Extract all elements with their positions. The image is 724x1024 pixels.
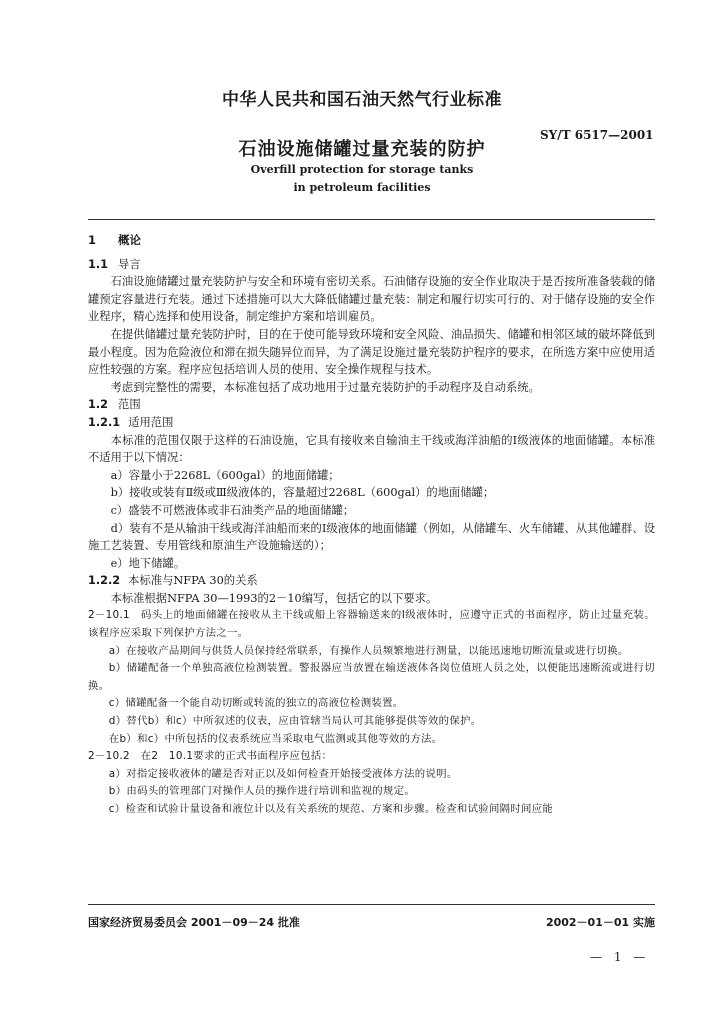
section-title: 范围 <box>118 398 141 412</box>
document-title-en-line1: Overfill protection for storage tanks <box>250 163 474 176</box>
quoted-clause: 2－10.2 在2 10.1要求的正式书面程序应包括： <box>88 750 333 763</box>
section-number: 1.2 <box>88 398 109 412</box>
section-heading-1-1 <box>88 256 655 274</box>
list-item: a）容量小于2268L（600gal）的地面储罐； <box>110 468 340 482</box>
approval-date: 国家经济贸易委员会 2001－09－24 批准 <box>88 916 300 929</box>
section-heading-1-2-1 <box>88 414 655 432</box>
standard-code: SY/T 6517—2001 <box>540 128 654 142</box>
section-title: 本标准与NFPA 30的关系 <box>128 574 258 588</box>
section-title: 导言 <box>118 257 141 271</box>
document-title-en-line2: in petroleum facilities <box>293 181 431 194</box>
section-heading-1 <box>88 232 655 250</box>
quoted-item: c）储罐配备一个能自动切断或转流的独立的高液位检测装置。 <box>108 697 404 710</box>
section-heading-1-2 <box>88 396 655 414</box>
quoted-item: a）在接收产品期间与供货人员保持经常联系，有操作人员频繁地进行测量，以能迅速地切断流量或进行切换。 <box>108 644 629 657</box>
quoted-item: b）储罐配备一个单独高液位检测装置。警报器应当放置在输送液体各岗位值班人员之处，以便能迅速断流或进行切换。 <box>88 662 655 692</box>
document-title-cn: 石油设施储罐过量充装的防护 <box>238 139 486 160</box>
list-item: b）接收或装有Ⅱ级或Ⅲ级液体的，容量超过2268L（600gal）的地面储罐； <box>110 486 495 500</box>
footer-rule <box>88 904 655 905</box>
quoted-item: d）替代b）和c）中所叙述的仪表，应由管辖当局认可其能够提供等效的保护。 <box>108 715 482 728</box>
section-number: 1 <box>88 233 97 247</box>
section-title: 概论 <box>118 233 142 247</box>
section-number: 1.2.1 <box>88 415 121 429</box>
list-item: d）装有不是从输油干线或海洋油船而来的Ⅰ级液体的地面储罐（例如，从储罐车、火车储罐、从其他罐群、设施工艺装置、专用管线和原油生产设施输送的）； <box>88 521 655 553</box>
quoted-item: b）由码头的管理部门对操作人员的操作进行培训和监视的规定。 <box>108 785 416 798</box>
quoted-item: a）对指定接收液体的罐是否对正以及如何检查开始接受液体方法的说明。 <box>108 767 458 780</box>
paragraph: 考虑到完整性的需要，本标准包括了成功地用于过量充装防护的手动程序及自动系统。 <box>110 380 540 394</box>
list-item: c）盛装不可燃液体或非石油类产品的地面储罐； <box>110 503 355 517</box>
document-body <box>88 232 655 819</box>
paragraph: 本标准根据NFPA 30—1993的2－10编写，包括它的以下要求。 <box>110 591 438 605</box>
quoted-clause: 2－10.1 码头上的地面储罐在接收从主干线或船上容器输送来的Ⅰ级液体时，应遵守正式的书面程序，防止过量充装。该程序应采取下列保护方法之一。 <box>88 609 655 640</box>
paragraph: 本标准的范围仅限于这样的石油设施，它具有接收来自输油主干线或海洋油船的Ⅰ级液体的地面储罐。本标准不适用于以下情况： <box>88 433 655 465</box>
header-rule <box>88 219 655 220</box>
section-number: 1.2.2 <box>88 574 121 588</box>
standard-org-title: 中华人民共和国石油天然气行业标准 <box>222 90 502 110</box>
section-title: 适用范围 <box>128 415 174 429</box>
paragraph: 石油设施储罐过量充装防护与安全和环境有密切关系。石油储存设施的安全作业取决于是否按所准备装载的储罐预定容量进行充装。通过下述措施可以大大降低储罐过量充装：制定和履行切实可行的、对于储存设施的安全作业程序，精心选择和使用设备，制定维护方案和培训雇员。 <box>88 275 655 324</box>
section-heading-1-2-2 <box>88 572 655 590</box>
quoted-item: 在b）和c）中所包括的仪表系统应当采取电气监测或其他等效的方法。 <box>108 732 443 745</box>
effective-date: 2002－01－01 实施 <box>545 916 655 929</box>
paragraph: 在提供储罐过量充装防护时，目的在于使可能导致环境和安全风险、油品损失、储罐和相邻区域的破坏降低到最小程度。因为危险液位和滞在损失随异位而异，为了满足设施过量充装防护程序的要求，在所选方案中应使用适应性较强的方案。程序应包括培训人员的使用、安全操作规程与技术。 <box>88 327 655 377</box>
list-item: e）地下储罐。 <box>110 556 186 570</box>
section-number: 1.1 <box>88 257 109 271</box>
page-number: — 1 — <box>590 950 650 964</box>
quoted-item: c）检查和试验计量设备和液位计以及有关系统的规范、方案和步骤。检查和试验间隔时间应能 <box>108 803 554 815</box>
